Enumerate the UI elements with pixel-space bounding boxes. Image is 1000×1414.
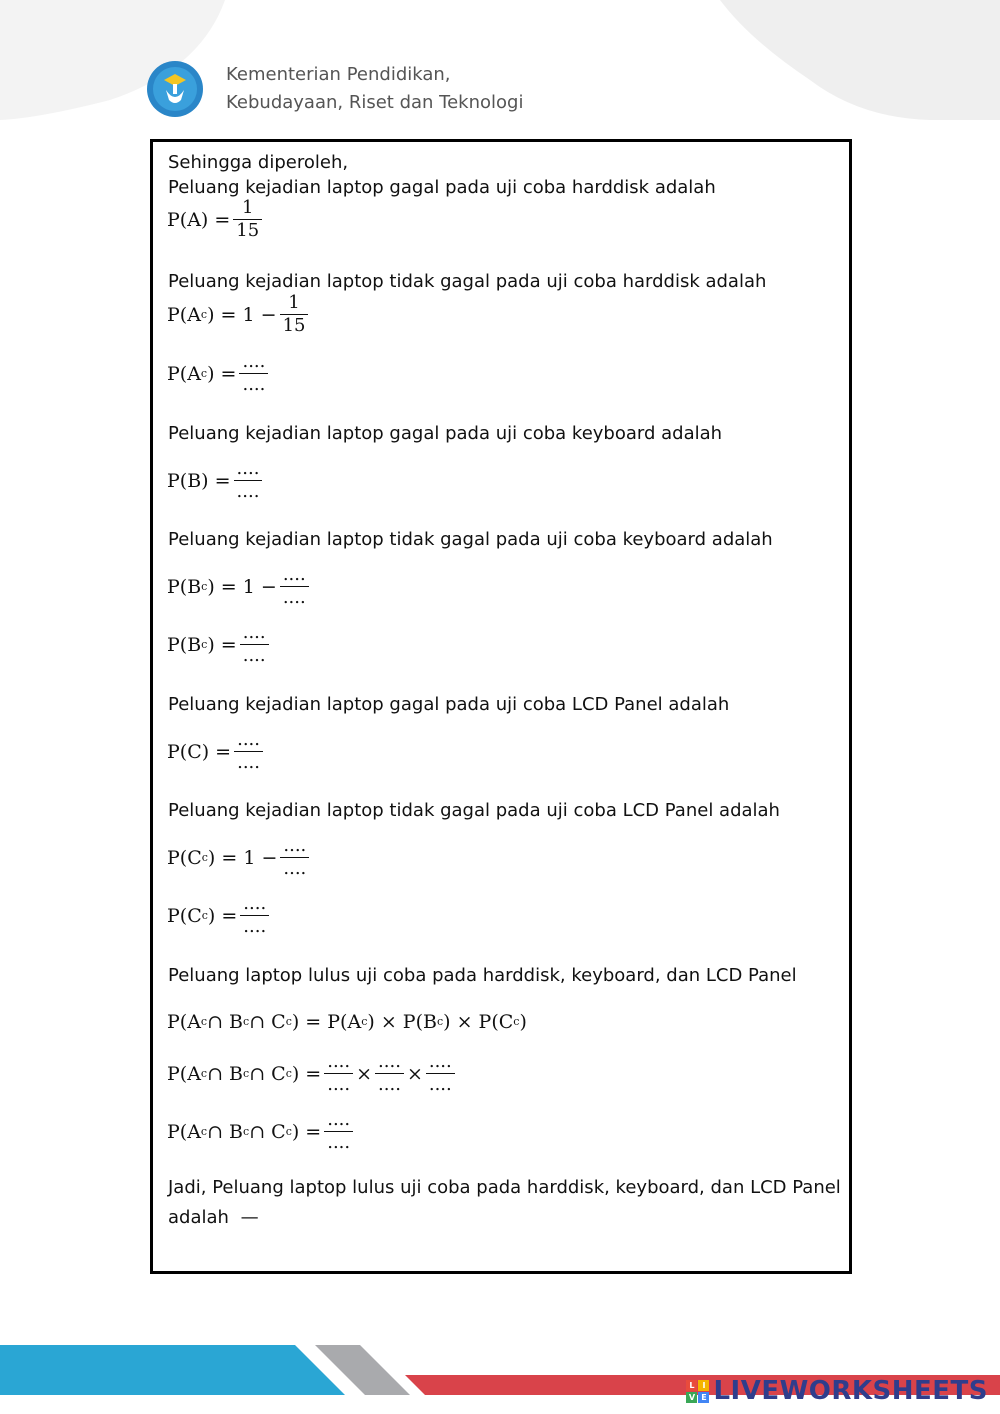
pac2-lhs: P(A <box>167 362 201 385</box>
blank-numerator[interactable]: .... <box>242 622 266 643</box>
close-paren: ) <box>519 1011 527 1033</box>
result-eq: ) = <box>291 1120 322 1143</box>
ministry-line-1: Kementerian Pendidikan, <box>226 64 451 85</box>
blank-numerator[interactable]: .... <box>282 564 306 585</box>
pcc2-eq: ) = <box>207 904 238 927</box>
liveworksheets-logo-icon <box>686 1380 709 1403</box>
blank-denominator[interactable]: .... <box>375 1073 404 1096</box>
pcc2-lhs: P(C <box>167 904 202 927</box>
pcc1-mid: ) = 1 − <box>207 846 278 869</box>
blank-denominator[interactable]: .... <box>240 644 269 667</box>
blank-denominator[interactable]: .... <box>280 857 309 880</box>
logo-letter-v: V <box>686 1392 697 1403</box>
equation-pbc-step2: P(B c ) = $\frac{....}{....}$ <box>167 622 272 667</box>
blank-numerator[interactable]: .... <box>428 1051 452 1072</box>
pbc1-mid: ) = 1 − <box>207 575 277 598</box>
blank-denominator[interactable]: .... <box>239 373 268 396</box>
blank-denominator[interactable]: .... <box>240 915 269 938</box>
equation-pb <box>167 458 265 503</box>
pa-numerator: 1 <box>242 197 254 218</box>
product-eq: ) = <box>291 1062 322 1085</box>
cap-b: ∩ B <box>207 1120 244 1143</box>
pcc1-blank-fraction[interactable] <box>280 835 309 880</box>
blank-numerator[interactable]: .... <box>237 729 260 750</box>
blank-numerator[interactable]: .... <box>283 835 307 856</box>
pac2-blank-fraction[interactable] <box>239 351 268 396</box>
cap-c: ∩ C <box>249 1120 286 1143</box>
blank-denominator[interactable]: .... <box>426 1073 455 1096</box>
question-pcc: Peluang kejadian laptop tidak gagal pada uji coba LCD Panel adalah <box>168 800 780 821</box>
pbc2-blank-fraction[interactable] <box>240 622 269 667</box>
equation-pbc-step1: P(B c ) = 1 − $\frac{....}{....}$ <box>167 564 312 609</box>
conclusion-line-1: Jadi, Peluang laptop lulus uji coba pada harddisk, keyboard, dan LCD Panel <box>168 1177 841 1198</box>
equation-all-formula: P(A c ∩ B c ∩ C c ) = P(A c ) × P(B c ) × P(C c ) <box>167 1011 527 1033</box>
page-header <box>146 60 523 118</box>
pb-lhs: P(B) = <box>167 469 231 492</box>
blank-numerator[interactable]: .... <box>236 458 260 479</box>
logo-letter-l: L <box>686 1380 697 1391</box>
blank-denominator[interactable]: .... <box>234 751 263 774</box>
pa-fraction <box>233 197 262 242</box>
equation-all-product: P(A c ∩ B c ∩ C c ) = $\frac{....}{....}$ × $\frac{....}{....}$ × $\frac{....}{....}$ <box>167 1051 458 1096</box>
logo-letter-e: E <box>698 1392 709 1403</box>
pbc1-lhs: P(B <box>167 575 202 598</box>
equation-pac-step2: P(A c ) = $\frac{....}{....}$ <box>167 351 271 396</box>
pa-lhs: P(A) = <box>167 208 231 231</box>
times-pb: ) × P(B <box>367 1011 437 1033</box>
blank-numerator[interactable]: .... <box>378 1051 401 1072</box>
pac1-mid: ) = 1 − <box>207 303 277 326</box>
question-pa: Peluang kejadian laptop gagal pada uji coba harddisk adalah <box>168 177 716 198</box>
equation-pcc-step1: P(C c ) = 1 − $\frac{....}{....}$ <box>167 835 312 880</box>
equation-pc <box>167 729 266 774</box>
pcc1-lhs: P(C <box>167 846 202 869</box>
all-pa: P(A <box>167 1062 201 1085</box>
pac1-numerator: 1 <box>288 292 300 313</box>
pc-lhs: P(C) = <box>167 740 232 763</box>
question-pbc: Peluang kejadian laptop tidak gagal pada uji coba keyboard adalah <box>168 529 773 550</box>
all-pa: P(A <box>167 1120 201 1143</box>
equation-pac-step1: P(A c ) = 1 − $\frac{1}{15}$ <box>167 292 311 337</box>
blank-numerator[interactable]: .... <box>327 1109 351 1130</box>
blank-numerator[interactable]: .... <box>327 1051 351 1072</box>
brand-name: LIVEWORKSHEETS <box>713 1376 988 1406</box>
pb-blank-fraction[interactable] <box>234 458 263 503</box>
conclusion-line-2 <box>168 1207 259 1228</box>
pac2-eq: ) = <box>207 362 237 385</box>
result-blank-fraction[interactable] <box>324 1109 353 1154</box>
blank-denominator[interactable]: .... <box>324 1131 353 1154</box>
intro-line-1: Sehingga diperoleh, <box>168 152 349 173</box>
blank-denominator[interactable]: .... <box>324 1073 353 1096</box>
liveworksheets-brand <box>686 1376 988 1406</box>
pbc2-lhs: P(B <box>167 633 202 656</box>
equation-pcc-step2: P(C c ) = $\frac{....}{....}$ <box>167 893 272 938</box>
all-pa: P(A <box>167 1011 201 1033</box>
cap-b: ∩ B <box>207 1062 244 1085</box>
answer-box <box>150 139 852 1274</box>
equation-all-result: P(A c ∩ B c ∩ C c ) = $\frac{....}{....}$ <box>167 1109 356 1154</box>
pac1-lhs: P(A <box>167 303 201 326</box>
pbc2-eq: ) = <box>207 633 237 656</box>
pac1-denominator: 15 <box>280 314 309 337</box>
tut-wuri-handayani-logo-icon <box>146 60 204 118</box>
cap-b: ∩ B <box>207 1011 244 1033</box>
cap-c: ∩ C <box>249 1011 286 1033</box>
product-blank-fraction-1[interactable] <box>324 1051 353 1096</box>
question-pb: Peluang kejadian laptop gagal pada uji coba keyboard adalah <box>168 423 723 444</box>
question-pass-all: Peluang laptop lulus uji coba pada harddisk, keyboard, dan LCD Panel <box>168 965 797 986</box>
conclusion-word: adalah <box>168 1207 229 1228</box>
answer-blank-field[interactable]: — <box>240 1207 259 1228</box>
pc-blank-fraction[interactable] <box>234 729 263 774</box>
pac1-fraction <box>280 292 309 337</box>
product-blank-fraction-2[interactable] <box>375 1051 404 1096</box>
pcc2-blank-fraction[interactable] <box>240 893 269 938</box>
question-pc: Peluang kejadian laptop gagal pada uji coba LCD Panel adalah <box>168 694 730 715</box>
ministry-line-2: Kebudayaan, Riset dan Teknologi <box>226 92 524 113</box>
rhs-eq: ) = P(A <box>291 1011 362 1033</box>
logo-letter-i: I <box>698 1380 709 1391</box>
blank-numerator[interactable]: .... <box>243 893 267 914</box>
equation-pa <box>167 197 265 242</box>
question-pac: Peluang kejadian laptop tidak gagal pada uji coba harddisk adalah <box>168 271 767 292</box>
pbc1-blank-fraction[interactable] <box>280 564 309 609</box>
pa-denominator: 15 <box>233 219 262 242</box>
blank-denominator[interactable]: .... <box>234 480 263 503</box>
times-sign: × <box>356 1062 373 1085</box>
blank-denominator[interactable]: .... <box>280 586 309 609</box>
blank-numerator[interactable]: .... <box>242 351 266 372</box>
cap-c: ∩ C <box>249 1062 286 1085</box>
times-sign: × <box>406 1062 423 1085</box>
times-pc: ) × P(C <box>443 1011 514 1033</box>
ministry-name <box>226 61 523 117</box>
product-blank-fraction-3[interactable] <box>426 1051 455 1096</box>
